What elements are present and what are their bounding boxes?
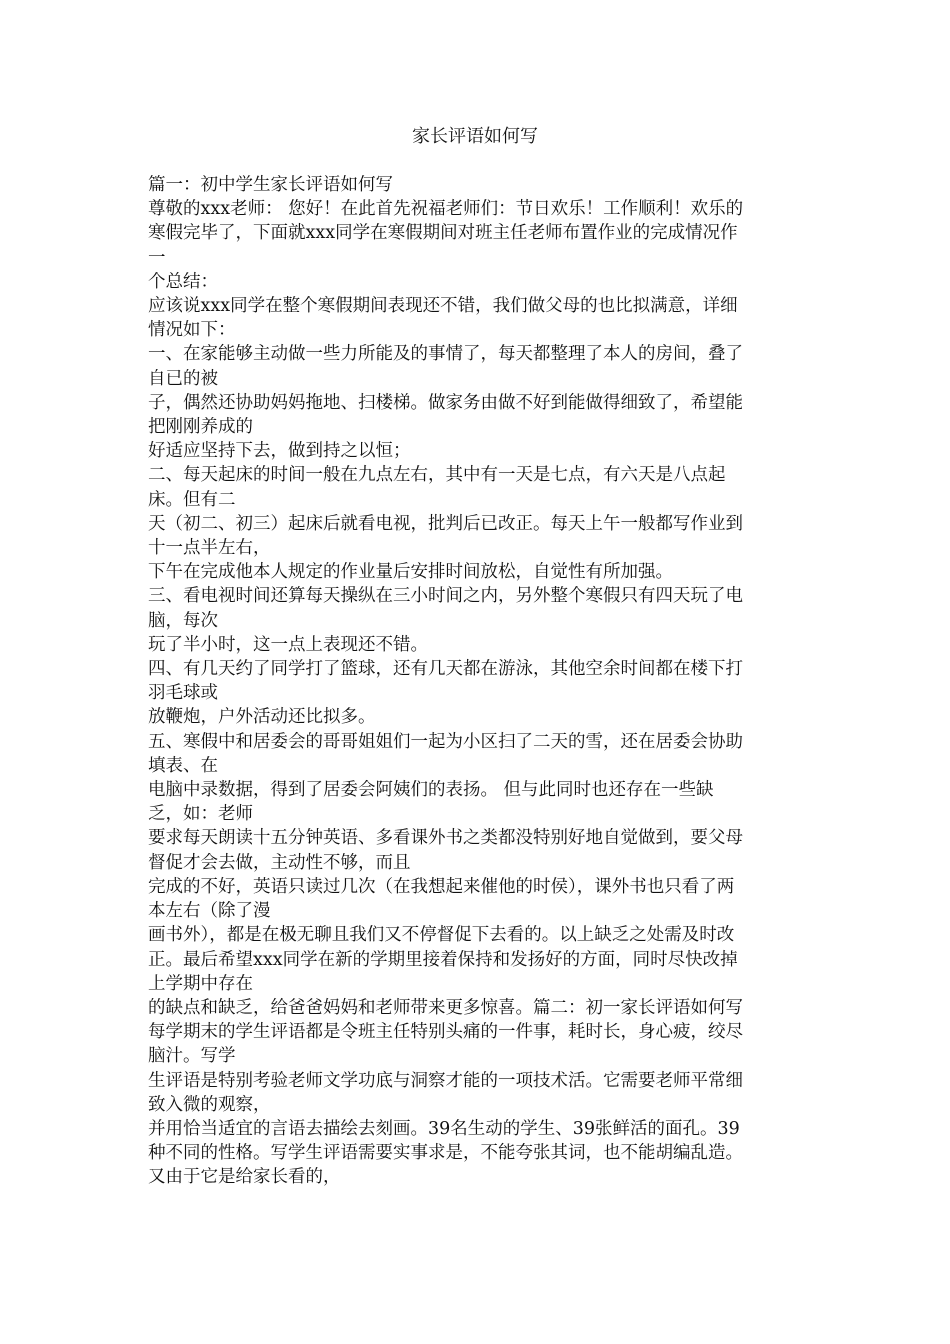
text-line: 床。但有二 — [148, 489, 236, 510]
text-line: 把刚刚养成的 — [148, 417, 253, 438]
text-line: 脑汁。写学 — [148, 1046, 236, 1067]
text-line: 个总结： — [148, 271, 218, 292]
text-line: 督促才会去做，主动性不够，而且 — [148, 852, 411, 873]
text-line: 致入微的观察， — [148, 1094, 271, 1115]
text-line: 本左右（除了漫 — [148, 901, 271, 922]
text-line: 种不同的性格。写学生评语需要实事求是，不能夸张其词，也不能胡编乱造。 — [148, 1143, 743, 1164]
text-line: 填表、在 — [148, 755, 218, 776]
text-line: 十一点半左右， — [148, 538, 271, 559]
text-line: 乏，如：老师 — [148, 804, 253, 825]
text-line: 又由于它是给家长看的， — [148, 1167, 341, 1188]
text-line: 尊敬的xxx老师： 您好！在此首先祝福老师们：节日欢乐！工作顺利！欢乐的 — [148, 199, 744, 220]
text-line: 完成的不好，英语只读过几次（在我想起来催他的时侯），课外书也只看了两 — [148, 876, 735, 897]
text-line: 一 — [148, 247, 166, 268]
text-line: 二、每天起床的时间一般在九点左右，其中有一天是七点，有六天是八点起 — [148, 465, 726, 486]
text-line: 每学期末的学生评语都是令班主任特别头痛的一件事，耗时长，身心疲，绞尽 — [148, 1022, 743, 1043]
text-line: 画书外），都是在极无聊且我们又不停督促下去看的。以上缺乏之处需及时改 — [148, 925, 735, 946]
text-line: 情况如下： — [148, 320, 236, 341]
text-line: 上学期中存在 — [148, 973, 253, 994]
text-line: 脑，每次 — [148, 610, 218, 631]
text-line: 并用恰当适宜的言语去描绘去刻画。39名生动的学生、39张鲜活的面孔。39 — [148, 1118, 740, 1139]
text-line: 下午在完成他本人规定的作业量后安排时间放松，自觉性有所加强。 — [148, 562, 673, 583]
text-line: 寒假完毕了，下面就xxx同学在寒假期间对班主任老师布置作业的完成情况作 — [148, 223, 738, 244]
text-line: 生评语是特别考验老师文学功底与洞察才能的一项技术活。它需要老师平常细 — [148, 1070, 743, 1091]
text-line: 应该说xxx同学在整个寒假期间表现还不错，我们做父母的也比拟满意，详细 — [148, 296, 738, 317]
text-line: 正。最后希望xxx同学在新的学期里接着保持和发扬好的方面，同时尽快改掉 — [148, 949, 738, 970]
text-line: 篇一：初中学生家长评语如何写 — [148, 175, 393, 195]
text-line: 一、在家能够主动做一些力所能及的事情了，每天都整理了本人的房间，叠了 — [148, 344, 743, 365]
text-line: 放鞭炮，户外活动还比拟多。 — [148, 707, 376, 728]
text-line: 玩了半小时，这一点上表现还不错。 — [148, 634, 428, 655]
text-line: 三、看电视时间还算每天操纵在三小时间之内，另外整个寒假只有四天玩了电 — [148, 586, 743, 607]
text-line: 天（初二、初三）起床后就看电视，批判后已改正。每天上午一般都写作业到 — [148, 513, 743, 534]
document-body — [148, 173, 808, 1190]
text-line: 五、寒假中和居委会的哥哥姐姐们一起为小区扫了二天的雪，还在居委会协助 — [148, 731, 743, 752]
text-line: 四、有几天约了同学打了篮球，还有几天都在游泳，其他空余时间都在楼下打 — [148, 659, 743, 680]
text-line: 好适应坚持下去，做到持之以恒； — [148, 441, 411, 462]
document-title: 家长评语如何写 — [412, 126, 538, 147]
text-line: 的缺点和缺乏，给爸爸妈妈和老师带来更多惊喜。篇二：初一家长评语如何写 — [148, 997, 743, 1018]
text-line: 羽毛球或 — [148, 683, 218, 704]
text-line: 要求每天朗读十五分钟英语、多看课外书之类都没特别好地自觉做到，要父母 — [148, 828, 743, 849]
text-line: 子，偶然还协助妈妈拖地、扫楼梯。做家务由做不好到能做得细致了，希望能 — [148, 392, 743, 413]
text-line: 电脑中录数据，得到了居委会阿姨们的表扬。 但与此同时也还存在一些缺 — [148, 780, 714, 801]
text-line: 自已的被 — [148, 368, 218, 389]
